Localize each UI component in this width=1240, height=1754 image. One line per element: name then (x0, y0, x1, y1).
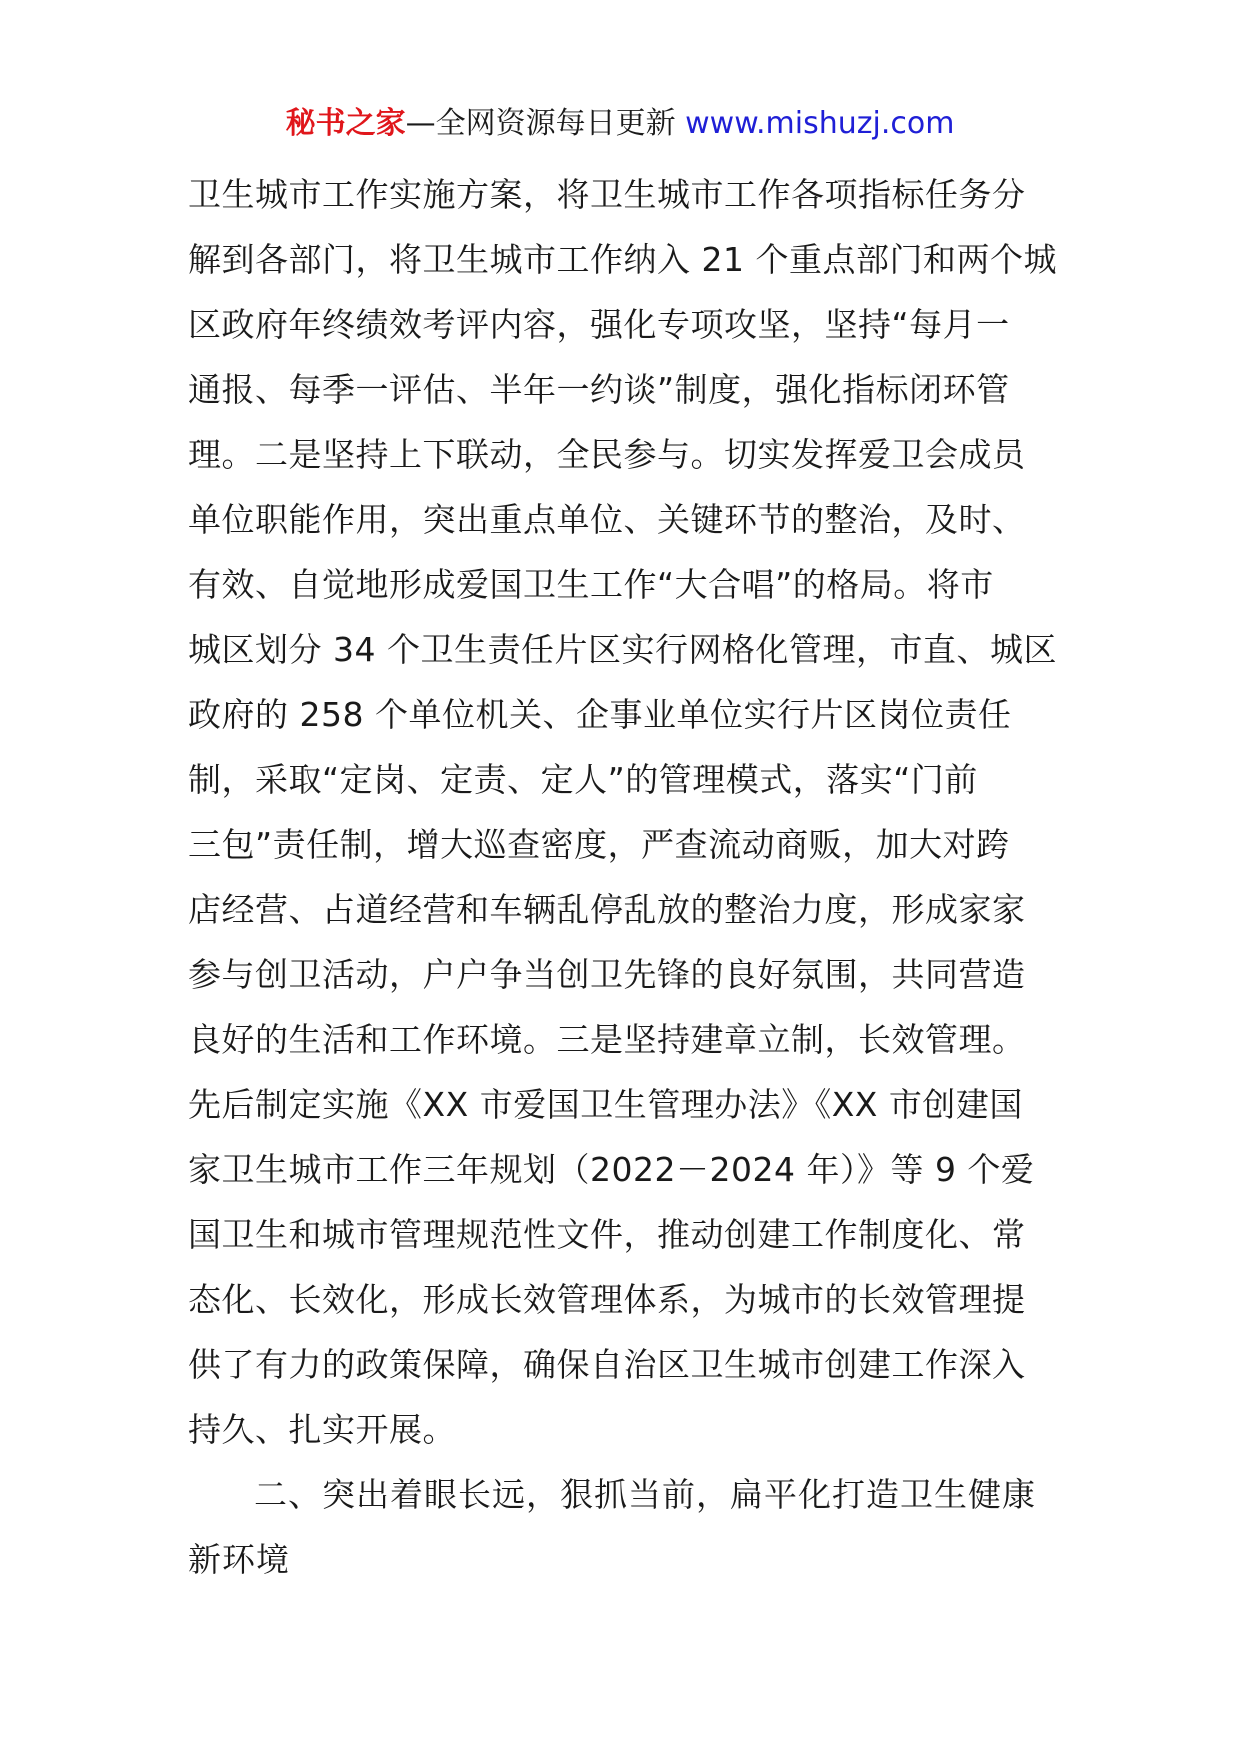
header-brand: 秘书之家 (285, 106, 406, 141)
paragraph-line: 店经营、占道经营和车辆乱停乱放的整治力度，形成家家 (188, 890, 1026, 929)
paragraph-line: 制，采取“定岗、定责、定人”的管理模式，落实“门前 (188, 760, 978, 799)
paragraph-line: 持久、扎实开展。 (188, 1410, 456, 1449)
paragraph-line: 态化、长效化，形成长效管理体系，为城市的长效管理提 (188, 1280, 1026, 1319)
paragraph-line: 良好的生活和工作环境。三是坚持建章立制，长效管理。 (188, 1020, 1026, 1059)
section-heading-line: 二、突出着眼长远，狠抓当前，扁平化打造卫生健康 (254, 1475, 1036, 1514)
paragraph-line: 供了有力的政策保障，确保自治区卫生城市创建工作深入 (188, 1345, 1026, 1384)
header-url-link[interactable]: www.mishuzj.com (685, 106, 955, 141)
paragraph-line: 先后制定实施《XX 市爱国卫生管理办法》《XX 市创建国 (188, 1085, 1023, 1124)
section-heading-line: 新环境 (188, 1540, 290, 1579)
paragraph-line: 城区划分 34 个卫生责任片区实行网格化管理，市直、城区 (188, 630, 1057, 669)
paragraph-line: 三包”责任制，增大巡查密度，严查流动商贩，加大对跨 (188, 825, 1010, 864)
paragraph-line: 有效、自觉地形成爱国卫生工作“大合唱”的格局。将市 (188, 565, 994, 604)
paragraph-line: 卫生城市工作实施方案，将卫生城市工作各项指标任务分 (188, 175, 1026, 214)
body-text (188, 162, 1060, 1592)
paragraph-line: 政府的 258 个单位机关、企事业单位实行片区岗位责任 (188, 695, 1012, 734)
paragraph-line: 国卫生和城市管理规范性文件，推动创建工作制度化、常 (188, 1215, 1026, 1254)
paragraph-line: 理。二是坚持上下联动，全民参与。切实发挥爱卫会成员 (188, 435, 1026, 474)
paragraph-line: 家卫生城市工作三年规划（2022－2024 年）》等 9 个爱 (188, 1150, 1035, 1189)
page-header (0, 104, 1240, 144)
paragraph-line: 参与创卫活动，户户争当创卫先锋的良好氛围，共同营造 (188, 955, 1026, 994)
paragraph-line: 区政府年终绩效考评内容，强化专项攻坚，坚持“每月一 (188, 305, 1010, 344)
paragraph-line: 通报、每季一评估、半年一约谈”制度，强化指标闭环管 (188, 370, 1010, 409)
paragraph-line: 单位职能作用，突出重点单位、关键环节的整治，及时、 (188, 500, 1026, 539)
paragraph-line: 解到各部门，将卫生城市工作纳入 21 个重点部门和两个城 (188, 240, 1057, 279)
header-tagline: —全网资源每日更新 (405, 106, 686, 141)
